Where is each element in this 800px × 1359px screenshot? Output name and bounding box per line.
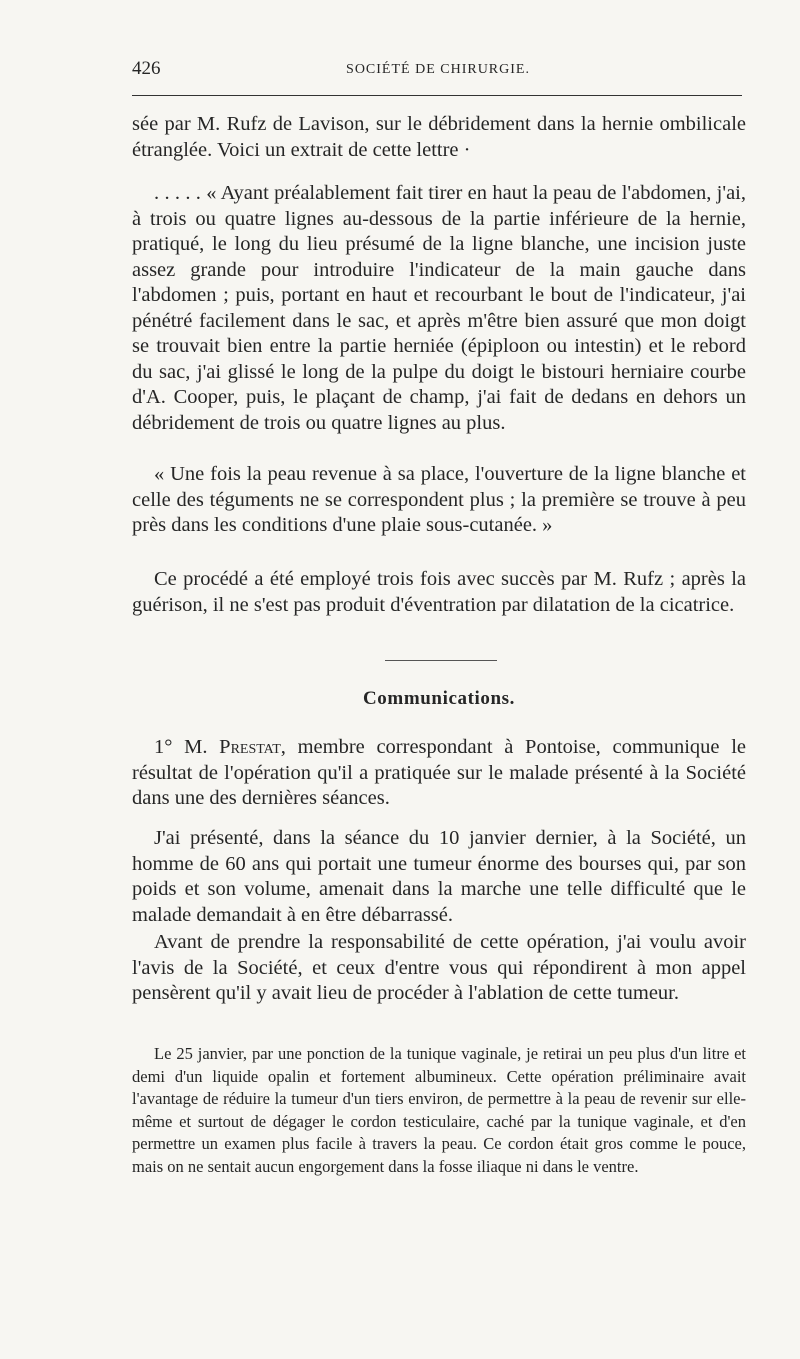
text-block — [132, 735, 746, 812]
paragraph: J'ai présenté, dans la séance du 10 janvier dernier, à la Société, un homme de 60 ans qui portait une tumeur énorme des bourses qui, par son poids et son volume, amenait dans la marche une telle difficulté que le malade demandait à en être débarrassé. — [132, 827, 746, 926]
header-rule — [132, 95, 742, 96]
paragraph: Le 25 janvier, par une ponction de la tunique vaginale, je retirai un peu plus d'un litre et demi d'un liquide opalin et fortement albumineux. Cette opération préliminaire avait l'avantage de réduire la tumeur d'un tiers environ, de permettre à la peau de revenir sur elle-même et surtout de dégager le cordon testiculaire, caché par la tunique vaginale, et d'en permettre un examen plus facile à travers la peau. Ce cordon était gros comme le pouce, mais on ne sentait aucun engorgement dans la fosse iliaque ni dans le ventre. — [132, 1044, 746, 1176]
text-block — [132, 826, 746, 928]
text-block — [132, 112, 746, 163]
page-header — [132, 58, 744, 88]
text-block — [132, 930, 746, 1007]
section-divider — [385, 660, 497, 661]
quoted-paragraph: « Une fois la peau revenue à sa place, l'ouverture de la ligne blanche et celle des téguments ne se correspondent plus ; la première se trouve à peu près dans les conditions d'une plaie sous-cutanée. » — [132, 463, 746, 536]
text-block — [132, 181, 746, 436]
page-number: 426 — [132, 58, 161, 79]
section-title: Communications. — [362, 688, 516, 709]
quoted-paragraph: . . . . . « Ayant préalablement fait tirer en haut la peau de l'abdomen, j'ai, à trois ou quatre lignes au-dessous de la partie inférieure de la hernie, pratiqué, le long du lieu présumé de la ligne blanche, une incision juste assez grande pour introduire l'indicateur de la main gauche dans l'abdomen ; puis, portant en haut et recourbant le bout de l'indicateur, j'ai pénétré facilement dans le sac, et après m'être bien assuré que mon doigt se trouvait bien entre la partie herniée (épiploon ou intestin) et le rebord du sac, j'ai glissé le long de la pulpe du doigt le bistouri herniaire courbe d'A. Cooper, puis, le plaçant de champ, j'ai fait de dedans en dehors un débridement de trois ou quatre lignes au plus. — [132, 182, 746, 434]
author-name: Prestat — [219, 736, 281, 758]
paragraph: Ce procédé a été employé trois fois avec succès par M. Rufz ; après la guérison, il ne s'est pas produit d'éventration par dilatation de la cicatrice. — [132, 568, 746, 616]
paragraph: Avant de prendre la responsabilité de cette opération, j'ai voulu avoir l'avis de la Société, et ceux d'entre vous qui répondirent à mon appel pensèrent qu'il y avait lieu de procéder à l'ablation de cette tumeur. — [132, 931, 746, 1004]
running-head: SOCIÉTÉ DE CHIRURGIE. — [346, 62, 530, 77]
text-block — [132, 567, 746, 618]
paragraph-text: , membre correspondant à Pontoise, communique le résultat de l'opération qu'il a pratiquée sur le malade présenté à la Société dans une des dernières séances. — [132, 736, 746, 809]
paragraph: sée par M. Rufz de Lavison, sur le débridement dans la hernie ombilicale étranglée. Voici un extrait de cette lettre · — [132, 113, 746, 161]
item-number: 1° M. — [154, 736, 220, 758]
text-block — [132, 462, 746, 539]
text-block — [132, 1043, 746, 1179]
paragraph — [132, 735, 746, 812]
